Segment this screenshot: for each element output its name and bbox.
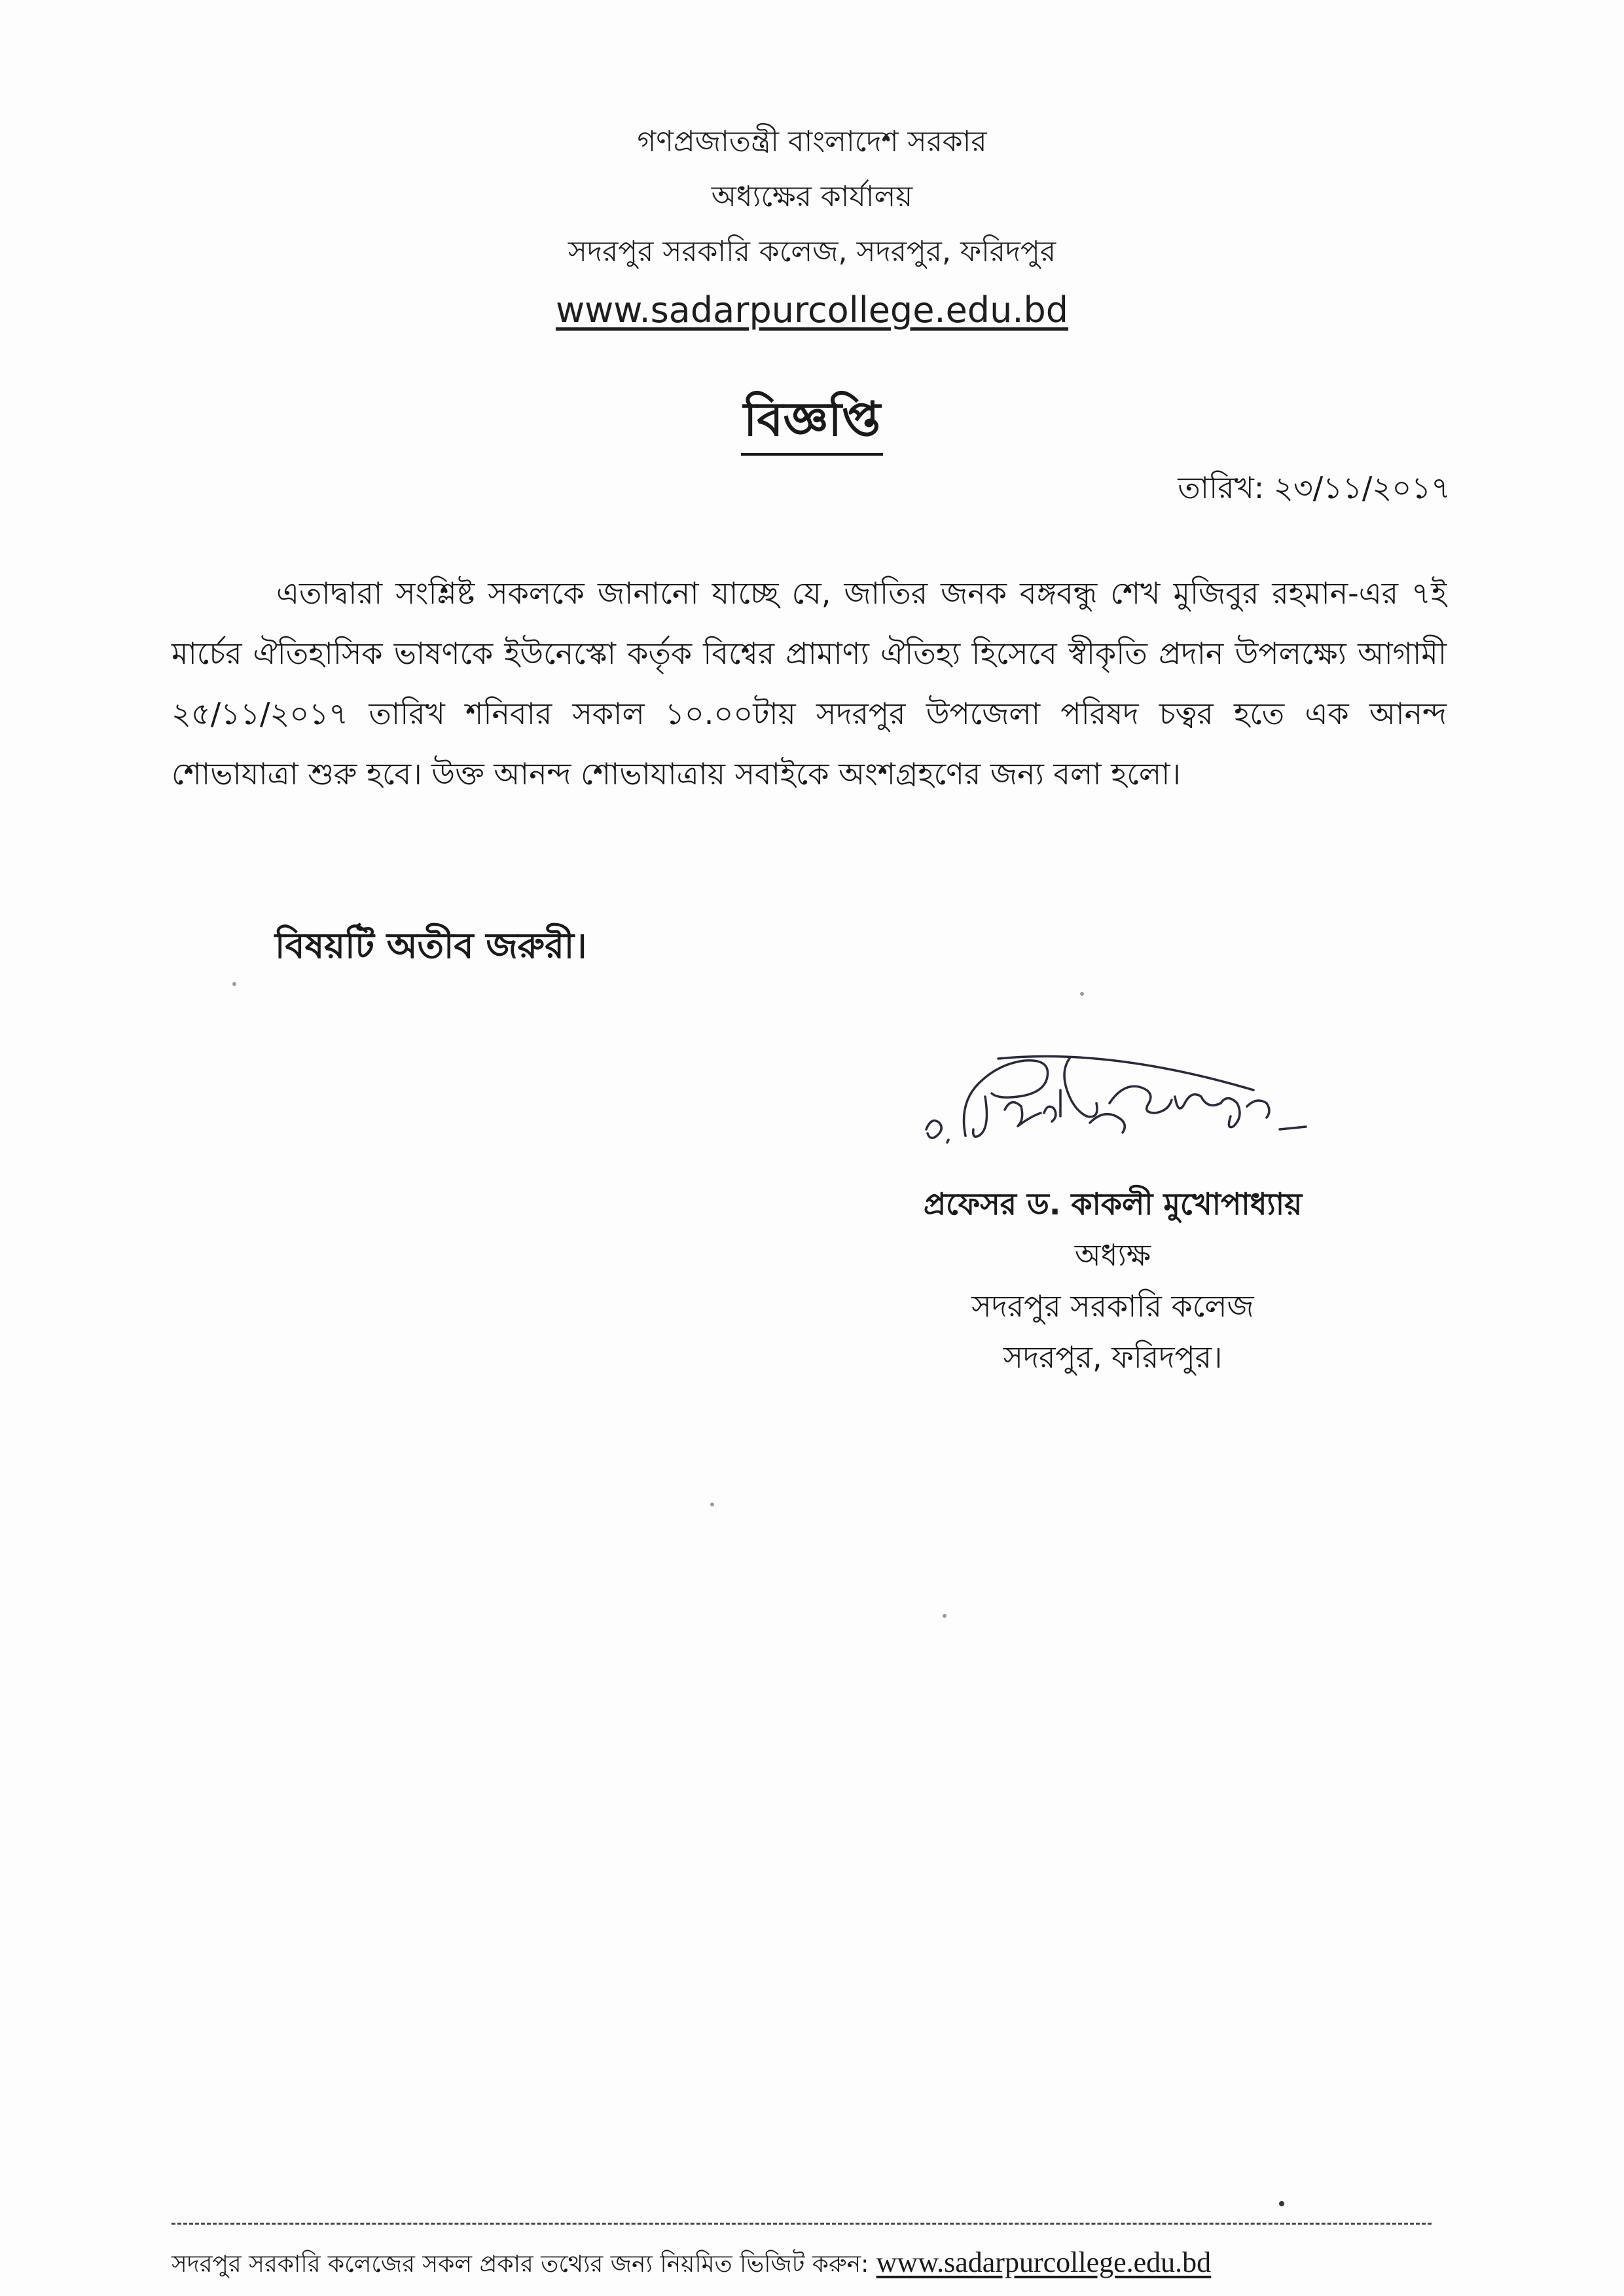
notice-title-wrapper [0,386,1624,456]
footer-text: সদরপুর সরকারি কলেজের সকল প্রকার তথ্যের জন্য নিয়মিত ভিজিট করুন: [171,2251,876,2278]
notice-title: বিজ্ঞপ্তি [741,386,883,456]
footer-website-link[interactable]: www.sadarpurcollege.edu.bd [876,2246,1212,2278]
paper-speck [1080,992,1084,996]
signatory-institution: সদরপুর সরকারি কলেজ [971,1288,1254,1324]
signatory-location: সদরপুর, ফরিদপুর। [1003,1339,1223,1375]
paper-speck [710,1503,714,1506]
letterhead [0,115,1624,332]
footer-mark [1279,2201,1284,2206]
signatory-block [851,1178,1375,1383]
handwritten-signature [913,1031,1319,1162]
signatory-designation: অধ্যক্ষ [1074,1237,1151,1273]
urgency-note: বিষয়টি অতীব জরুরী। [275,925,587,966]
college-address: সদরপুর সরকারি কলেজ, সদরপুর, ফরিদপুর [568,235,1056,268]
footer-divider [171,2223,1432,2225]
government-name: গণপ্রজাতন্ত্রী বাংলাদেশ সরকার [637,125,987,158]
paper-speck [232,982,236,986]
signatory-name: প্রফেসর ড. কাকলী মুখোপাধ্যায় [923,1186,1303,1222]
college-website-link[interactable]: www.sadarpurcollege.edu.bd [555,289,1069,331]
paper-speck [943,1614,947,1618]
footer-note [171,2244,1211,2283]
notice-body: এতাদ্বারা সংশ্লিষ্ট সকলকে জানানো যাচ্ছে যে, জাতির জনক বঙ্গবন্ধু শেখ মুজিবুর রহমান-এর ৭ই মার্চের ঐতিহাসিক ভাষণকে ইউনেস্কো কর্তৃক বিশ্বের প্রামাণ্য ঐতিহ্য হিসেবে স্বীকৃতি প্রদান উপলক্ষ্যে আগামী ২৫/১১/২০১৭ তারিখ শনিবার সকাল ১০.০০টায় সদরপুর উপজেলা পরিষদ চত্বর হতে এক আনন্দ শোভাযাত্রা শুরু হবে। উক্ত আনন্দ শোভাযাত্রায় সবাইকে অংশগ্রহণের জন্য বলা হলো। [171,575,1447,792]
office-name: অধ্যক্ষের কার্যালয় [711,180,913,213]
notice-date: তারিখ: ২৩/১১/২০১৭ [1178,470,1451,505]
